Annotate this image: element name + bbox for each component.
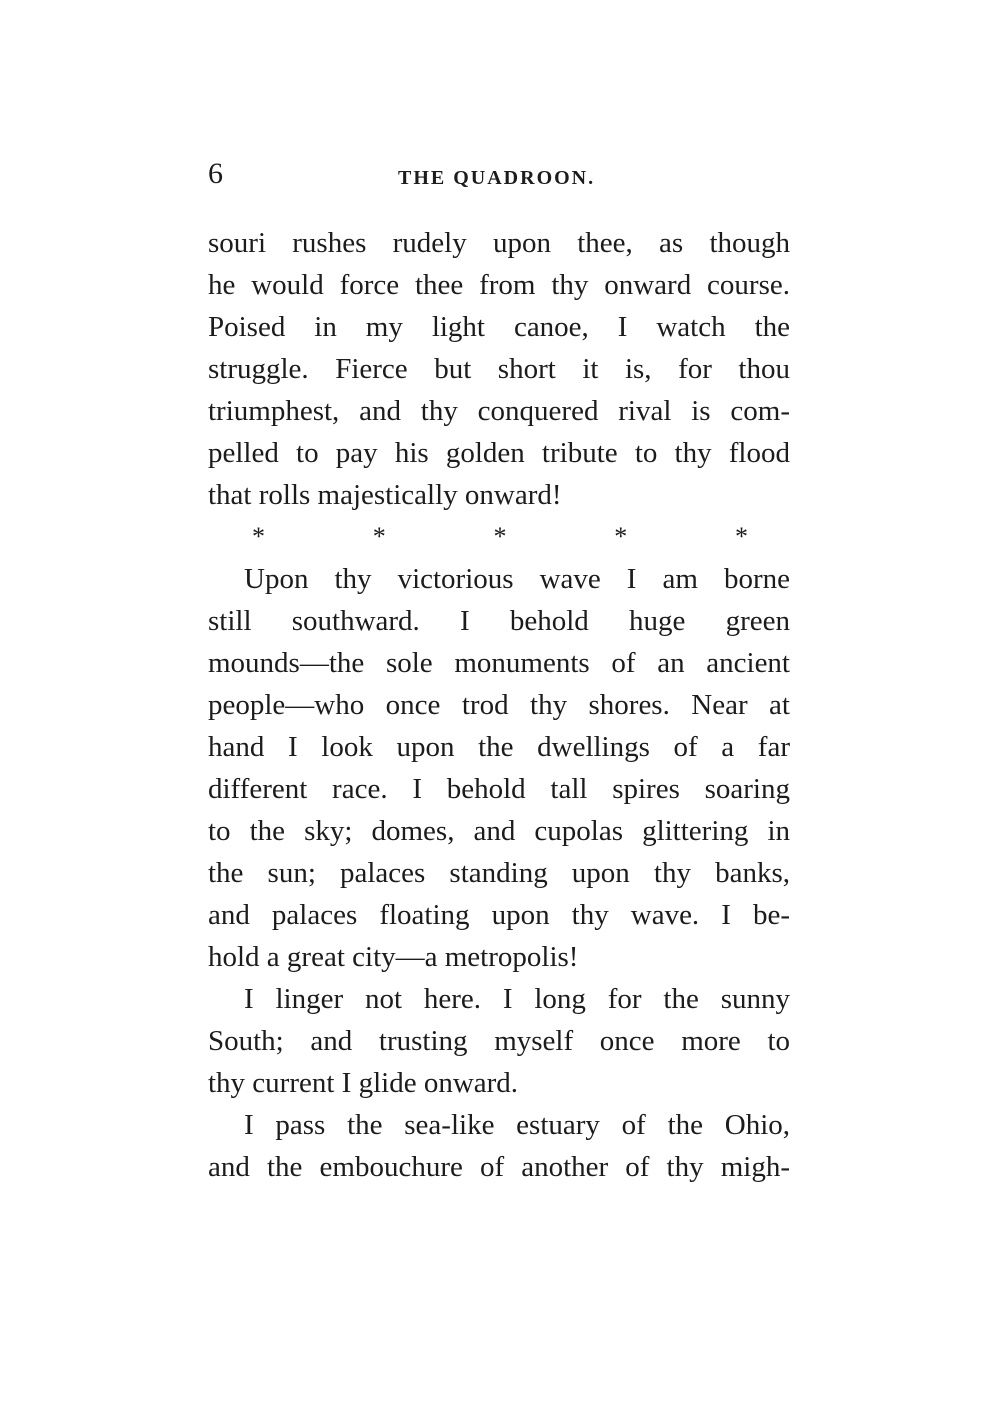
text-line: and the embouchure of another of thy migh-: [208, 1151, 790, 1183]
text-line: triumphest, and thy conquered rival is com-: [208, 395, 790, 427]
asterisk: *: [252, 522, 265, 551]
asterisk: *: [493, 522, 507, 551]
text-line: still southward. I behold huge green: [208, 605, 790, 637]
text-line: Poised in my light canoe, I watch the: [208, 311, 790, 343]
text-line: people—who once trod thy shores. Near at: [208, 689, 790, 721]
paragraph-4: [208, 1104, 790, 1188]
asterisk: *: [372, 522, 386, 551]
running-title: THE QUADROON.: [398, 167, 596, 189]
text-line: mounds—the sole monuments of an ancient: [208, 647, 790, 679]
text-line: he would force thee from thy onward course.: [208, 269, 790, 301]
text-line: thy current I glide onward.: [208, 1067, 519, 1099]
text-line: hold a great city—a metropolis!: [208, 941, 579, 973]
text-line: I linger not here. I long for the sunny: [244, 983, 790, 1015]
asterisk: *: [735, 522, 748, 551]
asterisk: *: [614, 522, 628, 551]
paragraph-2: [208, 558, 790, 978]
section-break: [208, 516, 790, 558]
text-line: to the sky; domes, and cupolas glittering in: [208, 815, 790, 847]
text-line: and palaces floating upon thy wave. I be-: [208, 899, 790, 931]
text-line: I pass the sea-like estuary of the Ohio,: [244, 1109, 790, 1141]
running-head: [208, 156, 790, 196]
paragraph-3: [208, 978, 790, 1104]
text-line: hand I look upon the dwellings of a far: [208, 731, 790, 763]
text-line: Upon thy victorious wave I am borne: [244, 563, 790, 595]
text-line: souri rushes rudely upon thee, as though: [208, 227, 790, 259]
page-number: 6: [208, 157, 223, 190]
paragraph-1: [208, 222, 790, 516]
text-line: that rolls majestically onward!: [208, 479, 562, 511]
text-line: South; and trusting myself once more to: [208, 1025, 790, 1057]
text-line: different race. I behold tall spires soaring: [208, 773, 790, 805]
text-line: the sun; palaces standing upon thy banks,: [208, 857, 790, 889]
text-line: pelled to pay his golden tribute to thy flood: [208, 437, 790, 469]
book-page: [208, 156, 790, 1188]
body-text: [208, 222, 790, 1188]
text-line: struggle. Fierce but short it is, for thou: [208, 353, 790, 385]
